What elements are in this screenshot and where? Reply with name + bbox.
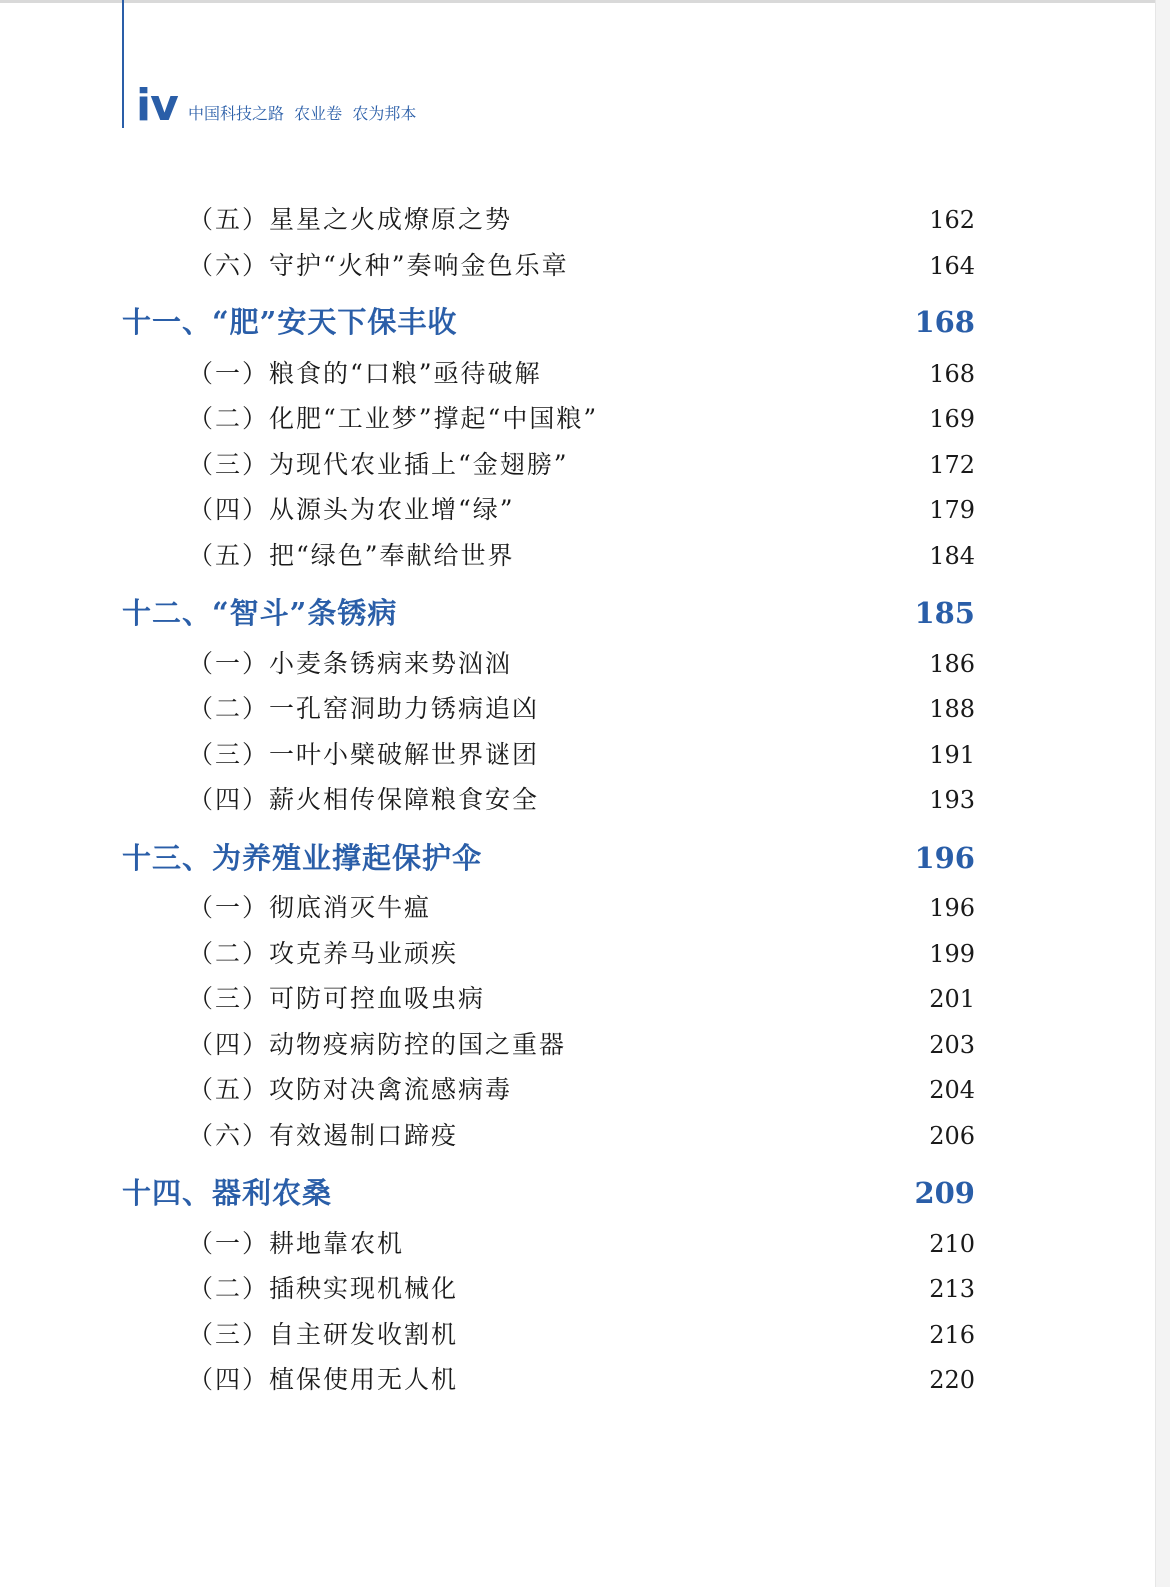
toc-entry-title: （二）插秧实现机械化 — [188, 1274, 459, 1303]
toc-section-entry[interactable] — [0, 1315, 1170, 1355]
toc-entry-page-number: 168 — [914, 305, 975, 339]
toc-section-entry[interactable] — [0, 934, 1170, 974]
toc-entry-page-number: 199 — [929, 940, 975, 968]
toc-entry-page-number: 186 — [929, 650, 975, 678]
toc-section-entry[interactable] — [0, 399, 1170, 439]
toc-entry-title: （二）一孔窑洞助力锈病追凶 — [188, 694, 540, 723]
toc-entry-page-number: 184 — [929, 542, 975, 570]
toc-entry-page-number: 188 — [929, 695, 975, 723]
toc-section-entry[interactable] — [0, 1224, 1170, 1264]
toc-section-entry[interactable] — [0, 735, 1170, 775]
page-top-edge — [0, 0, 1170, 3]
toc-section-entry[interactable] — [0, 445, 1170, 485]
toc-section-entry[interactable] — [0, 200, 1170, 240]
toc-entry-title: 十三、为养殖业撑起保护伞 — [122, 841, 483, 875]
toc-entry-page-number: 191 — [929, 741, 975, 769]
toc-entry-page-number: 204 — [929, 1076, 975, 1104]
toc-entry-page-number: 169 — [929, 405, 975, 433]
toc-entry-title: （五）星星之火成燎原之势 — [188, 205, 513, 234]
toc-chapter-entry[interactable] — [0, 838, 1170, 878]
toc-entry-title: （一）耕地靠农机 — [188, 1229, 405, 1258]
toc-entry-page-number: 209 — [914, 1176, 975, 1210]
toc-entry-title: 十一、“肥”安天下保丰收 — [122, 305, 458, 339]
toc-entry-title: （三）为现代农业插上“金翅膀” — [188, 450, 569, 479]
toc-section-entry[interactable] — [0, 644, 1170, 684]
toc-entry-title: （五）攻防对决禽流感病毒 — [188, 1075, 513, 1104]
toc-entry-title: （四）从源头为农业增“绿” — [188, 495, 515, 524]
toc-entry-page-number: 216 — [929, 1321, 975, 1349]
toc-entry-page-number: 168 — [929, 360, 975, 388]
toc-entry-title: （四）动物疫病防控的国之重器 — [188, 1030, 567, 1059]
page-number: iv — [136, 80, 178, 131]
toc-section-entry[interactable] — [0, 1269, 1170, 1309]
toc-section-entry[interactable] — [0, 979, 1170, 1019]
toc-entry-page-number: 201 — [929, 985, 975, 1013]
toc-entry-page-number: 196 — [929, 894, 975, 922]
toc-entry-page-number: 172 — [929, 451, 975, 479]
toc-section-entry[interactable] — [0, 780, 1170, 820]
toc-section-entry[interactable] — [0, 888, 1170, 928]
toc-entry-title: 十二、“智斗”条锈病 — [122, 596, 398, 630]
toc-entry-title: （一）粮食的“口粮”亟待破解 — [188, 359, 542, 388]
toc-entry-page-number: 206 — [929, 1122, 975, 1150]
toc-chapter-entry[interactable] — [0, 1173, 1170, 1213]
toc-chapter-entry[interactable] — [0, 593, 1170, 633]
toc-section-entry[interactable] — [0, 1025, 1170, 1065]
toc-entry-title: （一）彻底消灭牛瘟 — [188, 893, 432, 922]
toc-entry-title: （四）植保使用无人机 — [188, 1365, 459, 1394]
header-vertical-rule — [122, 0, 124, 128]
toc-entry-title: （四）薪火相传保障粮食安全 — [188, 785, 540, 814]
toc-chapter-entry[interactable] — [0, 302, 1170, 342]
toc-entry-title: （三）一叶小檗破解世界谜团 — [188, 740, 540, 769]
toc-section-entry[interactable] — [0, 1116, 1170, 1156]
toc-entry-page-number: 185 — [914, 596, 975, 630]
toc-section-entry[interactable] — [0, 689, 1170, 729]
toc-entry-page-number: 220 — [929, 1366, 975, 1394]
toc-entry-page-number: 193 — [929, 786, 975, 814]
toc-entry-page-number: 213 — [929, 1275, 975, 1303]
toc-entry-title: （二）化肥“工业梦”撑起“中国粮” — [188, 404, 599, 433]
toc-entry-title: （三）可防可控血吸虫病 — [188, 984, 486, 1013]
toc-entry-title: （六）守护“火种”奏响金色乐章 — [188, 251, 569, 280]
toc-entry-title: （五）把“绿色”奉献给世界 — [188, 541, 515, 570]
toc-entry-title: （一）小麦条锈病来势汹汹 — [188, 649, 513, 678]
toc-section-entry[interactable] — [0, 536, 1170, 576]
toc-entry-page-number: 203 — [929, 1031, 975, 1059]
toc-entry-page-number: 162 — [929, 206, 975, 234]
toc-entry-page-number: 164 — [929, 252, 975, 280]
toc-entry-title: （六）有效遏制口蹄疫 — [188, 1121, 459, 1150]
toc-entry-page-number: 179 — [929, 496, 975, 524]
toc-entry-title: （三）自主研发收割机 — [188, 1320, 459, 1349]
toc-entry-title: 十四、器利农桑 — [122, 1176, 333, 1210]
toc-section-entry[interactable] — [0, 354, 1170, 394]
toc-entry-page-number: 196 — [914, 841, 975, 875]
toc-section-entry[interactable] — [0, 246, 1170, 286]
toc-entry-title: （二）攻克养马业顽疾 — [188, 939, 459, 968]
toc-section-entry[interactable] — [0, 1070, 1170, 1110]
toc-entry-page-number: 210 — [929, 1230, 975, 1258]
toc-section-entry[interactable] — [0, 490, 1170, 530]
running-head: 中国科技之路 农业卷 农为邦本 — [188, 104, 417, 123]
toc-section-entry[interactable] — [0, 1360, 1170, 1400]
